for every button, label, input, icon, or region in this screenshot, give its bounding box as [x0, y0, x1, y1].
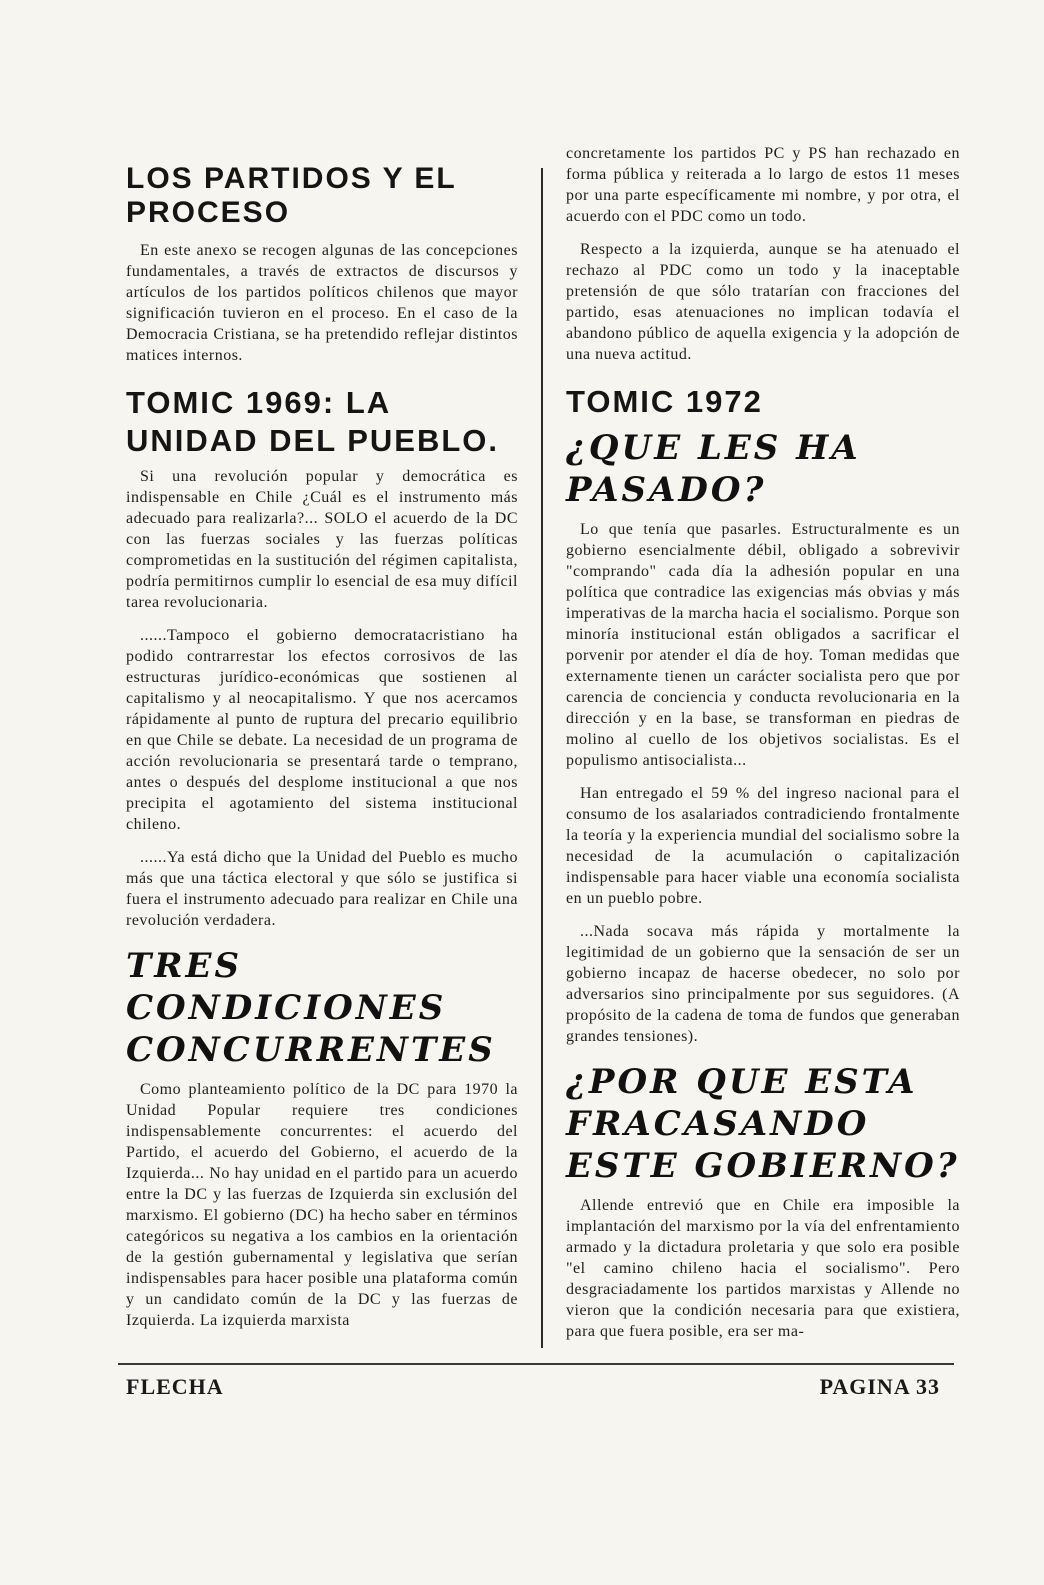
- paragraph-respecto-izquierda: Respecto a la izquierda, aunque se ha atenuado el rechazo al PDC como un todo y la inaceptable pretensión de que sólo tratarían con fracciones del partido, esas atenuaciones no implican todavía el abandono público de aquella exigencia y la adopción de una nueva actitud.: [566, 241, 960, 363]
- paragraph-tomic69-1: Si una revolución popular y democrática es indispensable en Chile ¿Cuál es el instrumento más adecuado para realizarla?... SOLO el acuerdo de la DC con las fuerzas sociales y las fuerzas políticas comprometidas en la sustitución del régimen capitalista, podría permitirnos cumplir lo esencial de esa muy difícil tarea revolucionaria.: [126, 468, 518, 611]
- right-column: [566, 143, 960, 1354]
- heading-por-que-fracasa: ¿POR QUE ESTA FRACASANDO ESTE GOBIERNO?: [566, 1062, 960, 1186]
- paragraph-tomic72-2: Han entregado el 59 % del ingreso nacional para el consumo de los asalariados contradiciendo frontalmente la teoría y la experiencia mundial del socialismo sobre la necesidad de la acumulación o capitalización indispensable para hacer viable una economía socialista en un pueblo pobre.: [566, 785, 960, 907]
- heading-tres-condiciones: TRES CONDICIONES CONCURRENTES: [126, 946, 496, 1070]
- paragraph-tres-condiciones: Como planteamiento político de la DC para 1970 la Unidad Popular requiere tres condiciones indispensablemente concurrentes: el acuerdo del Partido, el acuerdo del Gobierno, el acuerdo de la Izquierda... No hay unidad en el partido para un acuerdo entre la DC y las fuerzas de Izquierda sin exclusión del marxismo. El gobierno (DC) ha hecho saber en términos categóricos su negativa a los cambios en la orientación de la gestión gubernamental y legislativa que serían indispensables para hacer posible una plataforma común y un candidato común de la DC y las fuerzas de Izquierda. La izquierda marxista: [126, 1081, 518, 1329]
- footer-page-number: PAGINA 33: [819, 1374, 940, 1399]
- footer-rule: [118, 1363, 954, 1365]
- heading-tomic-1969: TOMIC 1969: LA UNIDAD DEL PUEBLO.: [126, 385, 500, 458]
- heading-tomic-1972: TOMIC 1972: [566, 384, 763, 419]
- paragraph-continuation: concretamente los partidos PC y PS han rechazado en forma pública y reiterada a lo largo de estos 11 meses por una parte específicamente mi nombre, y por otra, el acuerdo con el PDC como un todo.: [566, 145, 960, 225]
- footer-publication-name: FLECHA: [126, 1374, 224, 1399]
- paragraph-anexo: En este anexo se recogen algunas de las concepciones fundamentales, a través de extractos de discursos y artículos de los partidos políticos chilenos que mayor significación tuvieron en el proceso. En el caso de la Democracia Cristiana, se ha pretendido reflejar distintos matices internos.: [126, 242, 518, 364]
- heading-que-les-ha-pasado: ¿QUE LES HA PASADO?: [566, 428, 861, 510]
- paragraph-allende: Allende entrevió que en Chile era imposible la implantación del marxismo por la vía del enfrentamiento armado y la dictadura proletaria y que solo era posible "el camino chileno hacia el socialismo". Pero desgraciadamente los partidos marxistas y Allende no vieron que la condición necesaria para que existiera, para que fuera posible, era ser ma-: [566, 1197, 960, 1340]
- paragraph-tomic69-3: ......Ya está dicho que la Unidad del Pueblo es mucho más que una táctica electoral y que sólo se justifica si fuera el instrumento adecuado para realizar en Chile una revolución verdadera.: [126, 849, 518, 929]
- column-divider: [541, 168, 543, 1348]
- paragraph-tomic72-1: Lo que tenía que pasarles. Estructuralmente es un gobierno esencialmente débil, obligado a sobrevivir "comprando" cada día la adhesión popular en una política que contradice las exigencias más obvias y más imperativas de la marcha hacia el socialismo. Porque son minoría institucional están obligados a sacrificar el porvenir por atender el día de hoy. Toman medidas que externamente tienen un carácter socialista pero que por carencia de conciencia y conducta revolucionaria en la dirección y en la base, se transforman en piedras de molino al cuello de los objetivos socialistas. Es el populismo antisocialista...: [566, 521, 960, 769]
- left-column: [126, 162, 518, 1343]
- paragraph-tomic69-2: ......Tampoco el gobierno democratacristiano ha podido contrarrestar los efectos corrosivos de las estructuras jurídico-económicas que sostienen al capitalismo y al neocapitalismo. Y que nos acercamos rápidamente al punto de ruptura del precario equilibrio en que Chile se debate. La necesidad de un programa de acción revolucionaria se presentará tarde o temprano, antes o después del desplome institucional a que nos precipita el agotamiento del sistema institucional chileno.: [126, 627, 518, 833]
- paragraph-tomic72-3: ...Nada socava más rápida y mortalmente la legitimidad de un gobierno que la sensación de ser un gobierno incapaz de hacerse obedecer, no solo por adversarios sino principalmente por sus seguidores. (A propósito de la cadena de toma de fundos que generaban grandes tensiones).: [566, 923, 960, 1045]
- heading-partidos-proceso: LOS PARTIDOS Y EL PROCESO: [126, 162, 457, 229]
